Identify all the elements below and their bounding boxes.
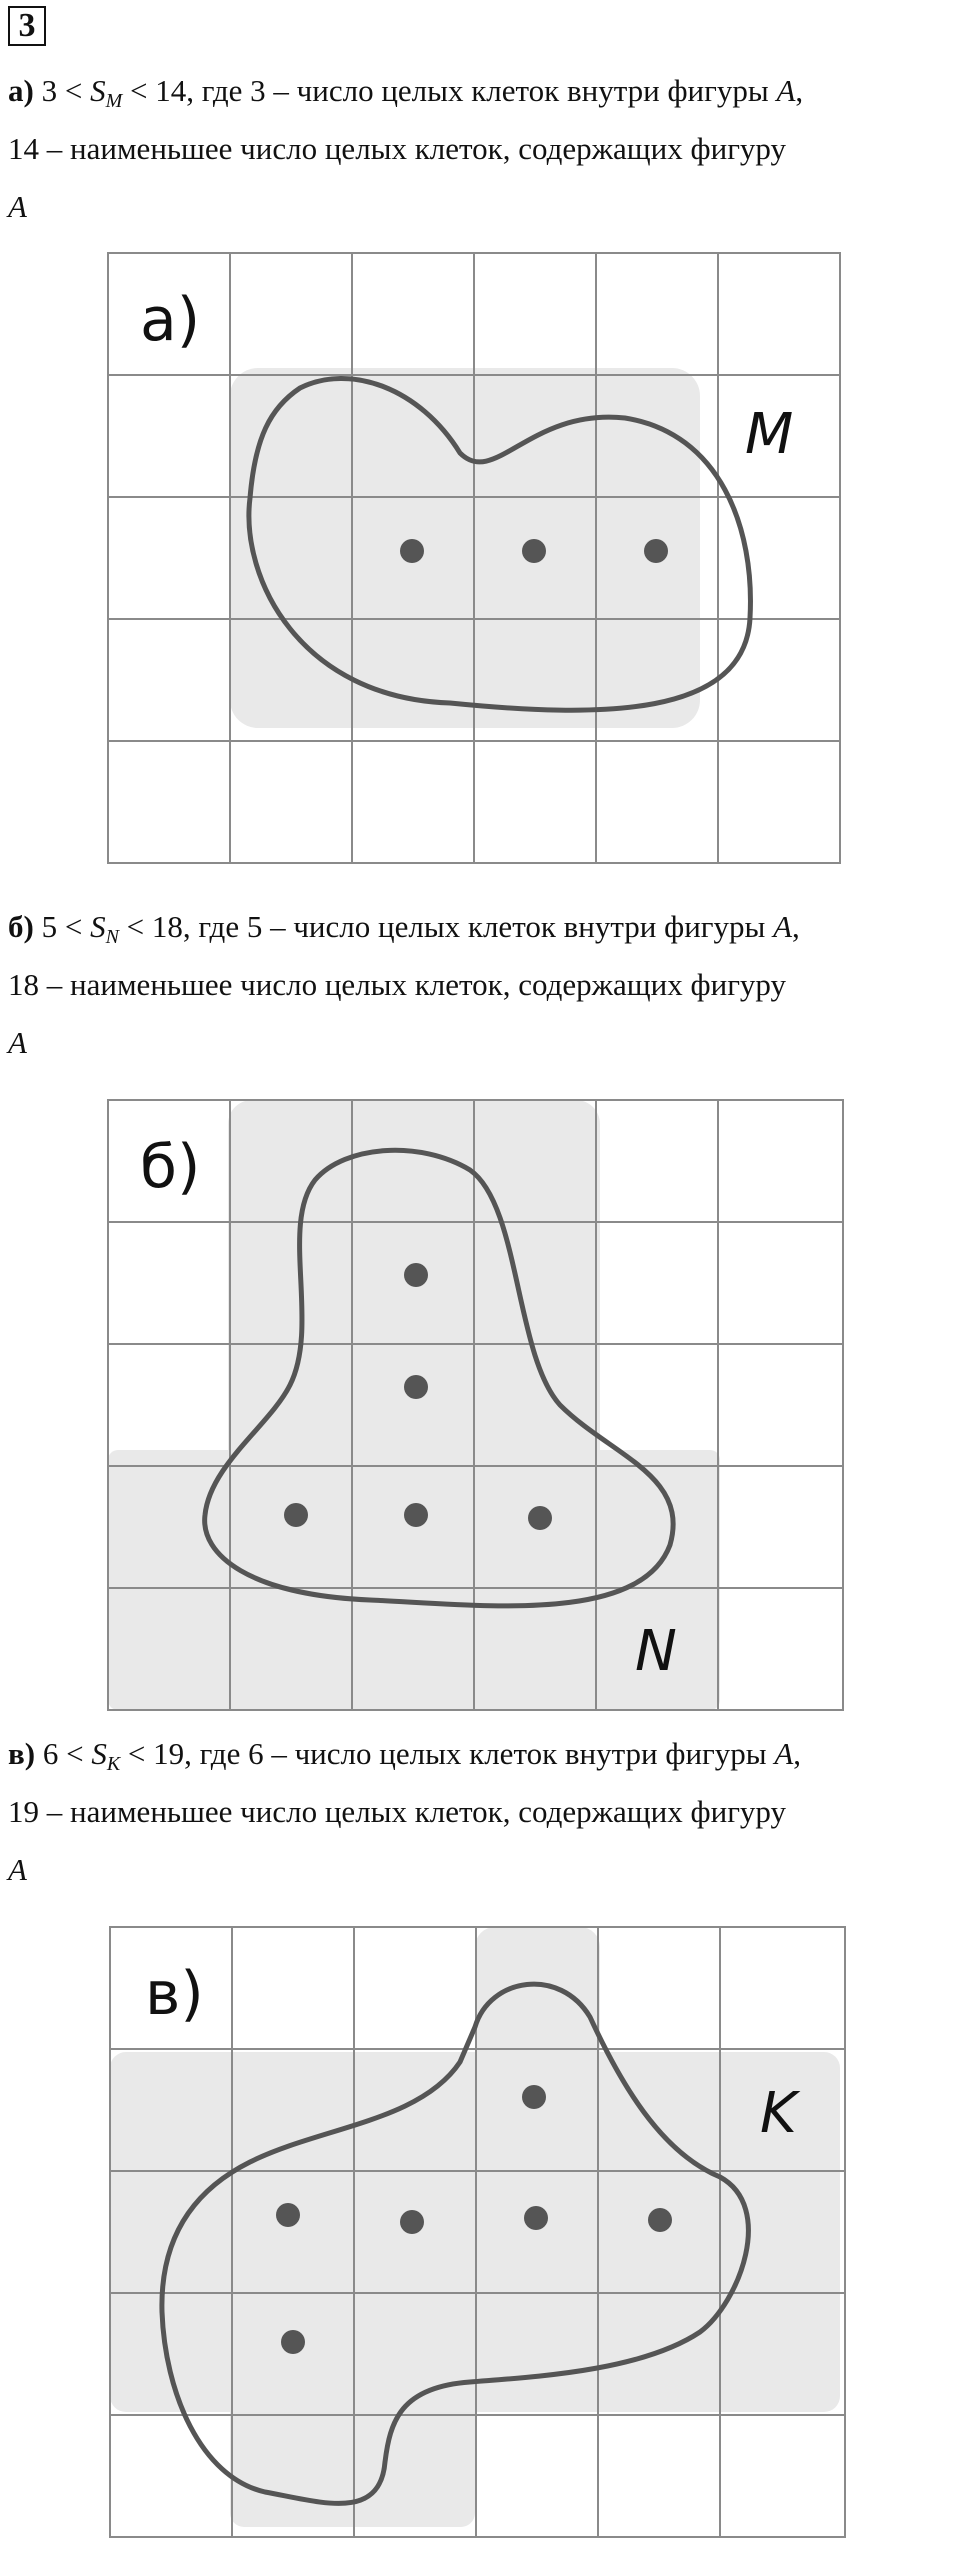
section-c-count-inside: 6 <box>248 1736 264 1771</box>
section-a-marker: а) <box>8 73 34 108</box>
inner-cell-dot <box>404 1263 428 1287</box>
section-b-line3 <box>8 1014 953 1072</box>
inner-cell-dot <box>522 2085 546 2109</box>
section-a-area-sub: M <box>105 90 123 112</box>
section-b-text-mid: , где <box>182 909 247 944</box>
figure-c <box>0 1922 960 2542</box>
section-a-inside-text: – число целых клеток внутри фигуры <box>265 73 777 108</box>
inner-cell-dot <box>648 2208 672 2232</box>
section-b-text <box>8 898 953 1072</box>
section-b-area-sub: N <box>105 926 119 948</box>
inner-cell-dot <box>404 1375 428 1399</box>
section-a-upper-bound: 14 <box>155 73 187 108</box>
section-a-line2 <box>8 120 953 178</box>
figure-b-shaded-top <box>228 1100 600 1475</box>
section-a-lower-bound: 3 <box>41 73 58 108</box>
section-a-line2-text: – наименьшее число целых клеток, содержащих фигуру <box>39 131 786 166</box>
inner-cell-dot <box>281 2330 305 2354</box>
figure-b-shaded-bottom <box>108 1450 720 1710</box>
figure-a-shape-label: M <box>745 402 794 467</box>
figure-a <box>0 248 960 868</box>
section-b-area-var: S <box>90 909 106 944</box>
section-a-line1: а) $3 < S_M < 14$, где 3 – число целых клеток внутри фигуры A, <box>8 73 804 112</box>
section-b-line2-text: – наименьшее число целых клеток, содержащих фигуру <box>39 967 786 1002</box>
section-b-line1: б) $5 < S_N < 18$, где 5 – число целых клеток внутри фигуры A, <box>8 909 800 948</box>
inner-cell-dot <box>524 2206 548 2230</box>
inner-cell-dot <box>276 2203 300 2227</box>
section-c-line2-text: – наименьшее число целых клеток, содержащих фигуру <box>39 1794 786 1829</box>
section-b-count-inside: 5 <box>246 909 263 944</box>
section-b-inside-text: – число целых клеток внутри фигуры <box>262 909 774 944</box>
figure-c-shape-label: K <box>760 2081 797 2146</box>
section-c-inside-text: – число целых клеток внутри фигуры <box>263 1736 775 1771</box>
section-a-area-var: S <box>90 73 106 108</box>
task-number-box: 3 <box>8 6 46 46</box>
figure-c-shaded-bottom <box>230 2392 475 2527</box>
section-b-line3-text: A <box>8 1025 27 1060</box>
section-b-upper-repeat: 18 <box>8 967 39 1002</box>
section-a-text-mid: , где <box>186 73 251 108</box>
inner-cell-dot <box>400 539 424 563</box>
section-b-lower-bound: 5 <box>41 909 58 944</box>
inner-cell-dot <box>404 1503 428 1527</box>
section-c-fig-ref: A <box>774 1736 794 1771</box>
section-c-line2 <box>8 1783 953 1841</box>
inner-cell-dot <box>522 539 546 563</box>
section-c-marker: в) <box>8 1736 36 1771</box>
section-a-fig-ref: A <box>776 73 796 108</box>
figure-a-grid <box>108 253 840 863</box>
figure-a-label: а) <box>140 285 201 355</box>
section-c-upper-bound: 19 <box>153 1736 185 1771</box>
section-c-text <box>8 1725 953 1899</box>
section-a-line3-text: A <box>8 189 27 224</box>
section-a-count-inside: 3 <box>250 73 266 108</box>
inner-cell-dot <box>400 2210 424 2234</box>
section-c-line1: в) $6 < S_K < 19$, где 6 – число целых клеток внутри фигуры A, <box>8 1736 802 1775</box>
inner-cell-dot <box>528 1506 552 1530</box>
section-c-lower-bound: 6 <box>42 1736 59 1771</box>
section-a-upper-repeat: 14 <box>8 131 39 166</box>
figure-b-label: б) <box>140 1132 201 1202</box>
section-a-text <box>8 62 953 236</box>
section-b-fig-ref: A <box>773 909 793 944</box>
section-c-line3-text: A <box>8 1852 27 1887</box>
section-b-line2 <box>8 956 953 1014</box>
section-c-area-sub: K <box>106 1753 121 1775</box>
figure-b <box>0 1095 960 1715</box>
inner-cell-dot <box>284 1503 308 1527</box>
figure-a-shaded-cells <box>230 368 700 728</box>
section-b-marker: б) <box>8 909 34 944</box>
figure-b-shape-label: N <box>635 1619 677 1684</box>
section-b-upper-bound: 18 <box>151 909 183 944</box>
section-c-upper-repeat: 19 <box>8 1794 39 1829</box>
section-a-line3 <box>8 178 953 236</box>
inner-cell-dot <box>644 539 668 563</box>
figure-c-label: в) <box>145 1959 204 2029</box>
section-c-area-var: S <box>91 1736 107 1771</box>
section-c-text-mid: , где <box>184 1736 249 1771</box>
section-c-line3 <box>8 1841 953 1899</box>
